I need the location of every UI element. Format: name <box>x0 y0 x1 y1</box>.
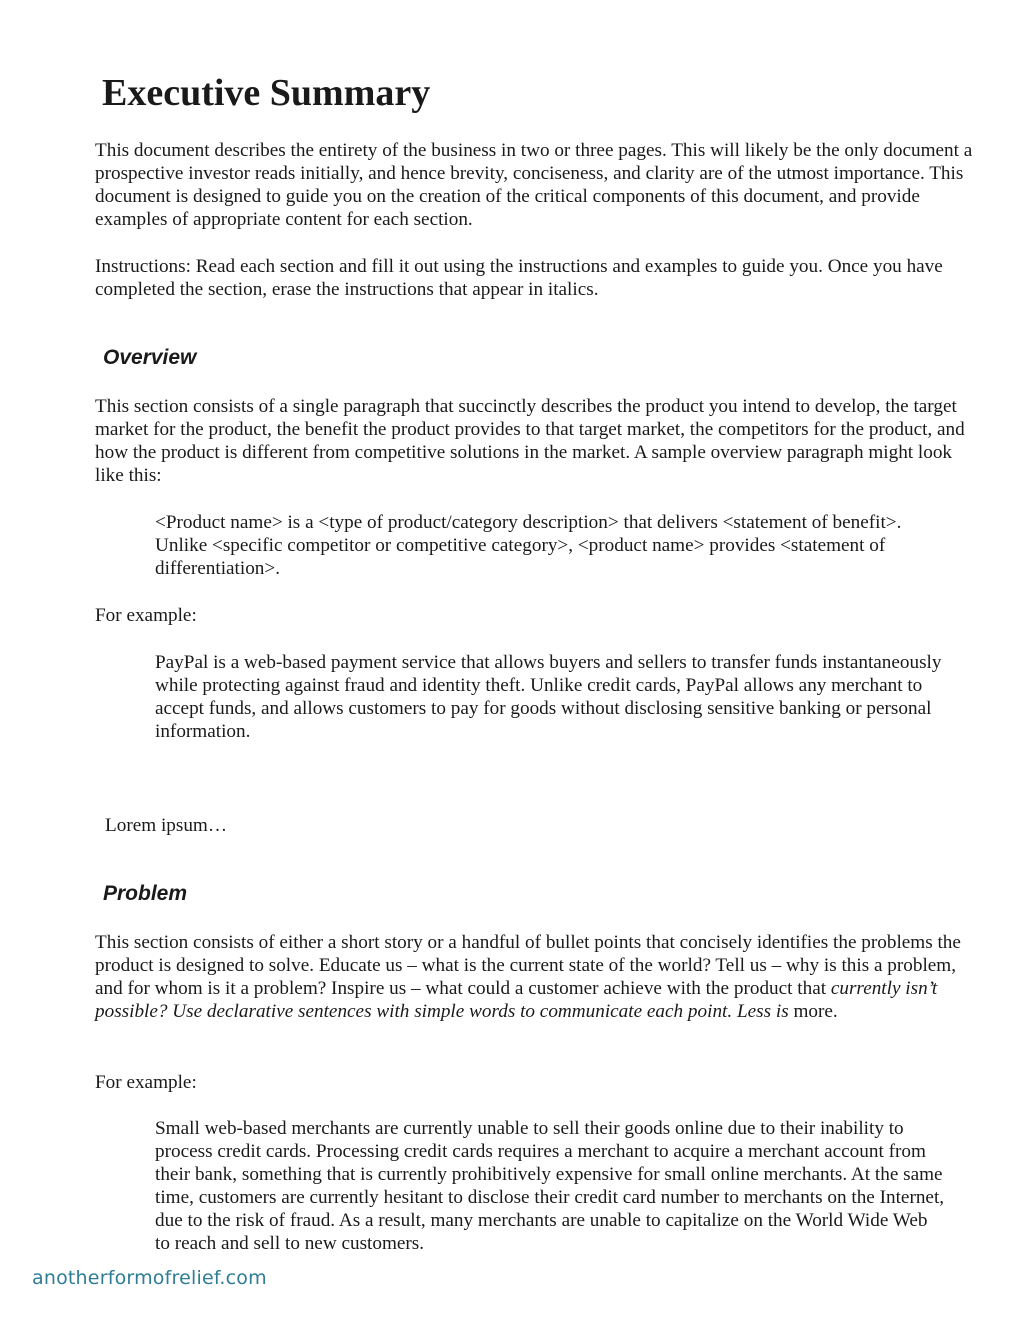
page-title: Executive Summary <box>102 72 431 114</box>
instructions-paragraph: Instructions: Read each section and fill it out using the instructions and examples to guide you. Once you have completed the section, erase the instructions that appear in italics. <box>95 256 943 300</box>
overview-example: PayPal is a web-based payment service that allows buyers and sellers to transfer funds instantaneously while protecting against fraud and identity theft. Unlike credit cards, PayPal allows any merchant to accept funds, and allows customers to pay for goods without disclosing sensitive banking or personal information. <box>155 652 942 742</box>
watermark-text: anotherformofrelief.com <box>32 1267 267 1289</box>
problem-example-label: For example: <box>95 1072 197 1093</box>
problem-example: Small web-based merchants are currently unable to sell their goods online due to their inability to process credit cards. Processing credit cards requires a merchant to acquire a merchant account from their bank, something that is currently prohibitively expensive for small online merchants. At the same time, customers are currently hesitant to disclose their credit card number to merchants on the Internet, due to the risk of fraud. As a result, many merchants are unable to capitalize on the World Wide Web to reach and sell to new customers. <box>155 1118 945 1254</box>
overview-heading: Overview <box>103 346 197 369</box>
problem-description-italic: currently isn’t possible? Use declarative sentences with simple words to communicate each point. Less is <box>95 978 938 1022</box>
overview-example-label: For example: <box>95 605 197 626</box>
problem-description-start: This section consists of either a short story or a handful of bullet points that concisely identifies the problems the product is designed to solve. Educate us – what is the current state of the world? Tell us – why is this a problem, and for whom is it a problem? Inspire us – what could a customer achieve with the product that <box>95 932 961 999</box>
intro-paragraph: This document describes the entirety of the business in two or three pages. This will likely be the only document a prospective investor reads initially, and hence brevity, conciseness, and clarity are of the utmost importance. This document is designed to guide you on the creation of the critical components of this document, and provide examples of appropriate content for each section. <box>95 140 973 230</box>
problem-heading: Problem <box>103 882 188 905</box>
overview-template: <Product name> is a <type of product/category description> that delivers <statement of benefit>. Unlike <specific competitor or competitive category>, <product name> provides <statement of differentiation>. <box>155 512 902 579</box>
problem-description-end: more. <box>788 1001 838 1022</box>
overview-description: This section consists of a single paragraph that succinctly describes the product you intend to develop, the target market for the product, the benefit the product provides to that target market, the competitors for the product, and how the product is different from competitive solutions in the market. A sample overview paragraph might look like this: <box>95 396 965 486</box>
problem-description <box>95 931 985 1023</box>
lorem-ipsum-text: Lorem ipsum… <box>105 815 228 836</box>
